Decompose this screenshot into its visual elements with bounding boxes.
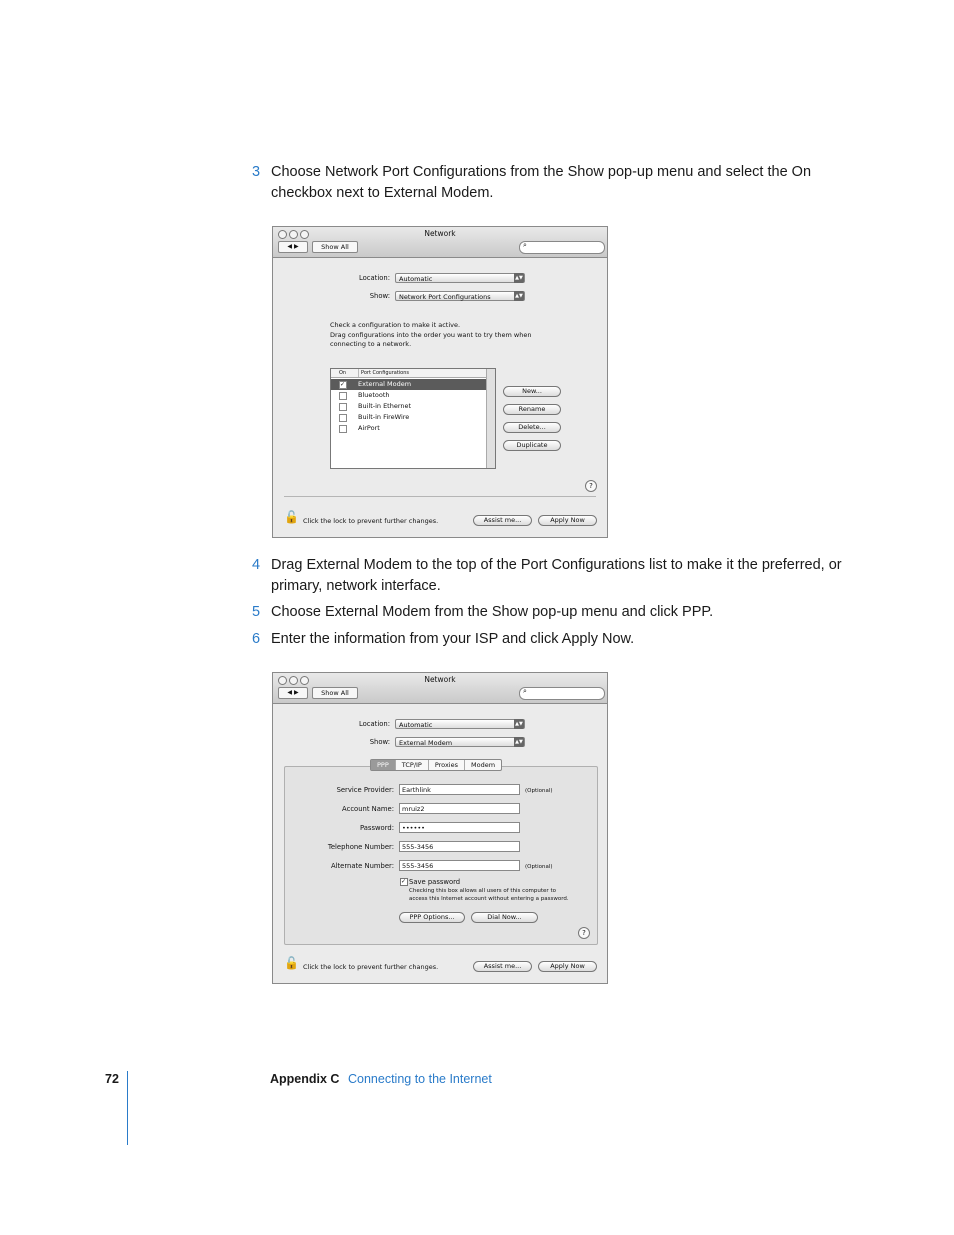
help-button[interactable]: ? xyxy=(585,480,597,492)
list-item[interactable] xyxy=(331,412,486,423)
show-all-button[interactable]: Show All xyxy=(312,241,358,253)
list-scrollbar[interactable] xyxy=(486,369,495,468)
show-all-button[interactable]: Show All xyxy=(312,687,358,699)
location-popup[interactable] xyxy=(395,273,525,283)
assist-me-button[interactable]: Assist me... xyxy=(473,961,532,972)
list-item[interactable] xyxy=(331,390,486,401)
account-name-label: Account Name: xyxy=(342,805,394,813)
location-label: Location: xyxy=(358,720,390,728)
note-line: connecting to a network. xyxy=(330,340,412,349)
search-input[interactable] xyxy=(519,241,605,254)
show-value: External Modem xyxy=(399,739,453,747)
location-value: Automatic xyxy=(399,721,433,729)
footer-divider xyxy=(127,1071,128,1145)
on-checkbox[interactable] xyxy=(339,392,347,400)
step-text: Enter the information from your ISP and click Apply Now. xyxy=(271,631,635,647)
on-checkbox[interactable]: ✓ xyxy=(340,381,346,388)
appendix-label: Appendix C xyxy=(270,1072,340,1086)
page-number: 72 xyxy=(105,1072,119,1086)
note-line: access this Internet account without entering a password. xyxy=(409,895,569,902)
port-configurations-list[interactable] xyxy=(330,368,496,469)
step-number: 6 xyxy=(252,631,261,647)
lock-icon[interactable]: 🔓 xyxy=(284,956,299,970)
location-value: Automatic xyxy=(399,275,433,283)
tab-ppp[interactable]: PPP xyxy=(371,760,395,770)
step-3 xyxy=(252,162,842,204)
search-icon: ⌕ xyxy=(523,241,527,249)
port-name: Built-in Ethernet xyxy=(358,402,412,410)
dial-now-button[interactable]: Dial Now... xyxy=(471,912,538,923)
step-4 xyxy=(252,555,842,597)
lock-text: Click the lock to prevent further changes. xyxy=(303,517,439,525)
port-name: Built-in FireWire xyxy=(358,413,410,421)
back-forward-button[interactable]: ◀ ▶ xyxy=(278,241,308,253)
apply-now-button[interactable]: Apply Now xyxy=(538,961,597,972)
tab-proxies[interactable]: Proxies xyxy=(428,760,464,770)
network-window-port-configurations xyxy=(272,226,608,538)
show-label: Show: xyxy=(369,738,390,746)
telephone-number-label: Telephone Number: xyxy=(327,843,394,851)
port-name: Bluetooth xyxy=(358,391,390,399)
service-provider-label: Service Provider: xyxy=(336,786,394,794)
list-header xyxy=(331,369,486,378)
location-label: Location: xyxy=(358,274,390,282)
tab-tcpip[interactable]: TCP/IP xyxy=(395,760,428,770)
show-label: Show: xyxy=(369,292,390,300)
show-popup[interactable] xyxy=(395,737,525,747)
note-line: Checking this box allows all users of this computer to xyxy=(409,888,556,894)
password-label: Password: xyxy=(359,824,394,832)
tab-bar xyxy=(370,759,502,771)
step-number: 5 xyxy=(252,604,261,620)
service-provider-field[interactable]: Earthlink xyxy=(399,784,520,795)
alternate-number-label: Alternate Number: xyxy=(330,862,394,870)
list-item[interactable] xyxy=(331,379,486,390)
step-number: 3 xyxy=(252,164,261,180)
ppp-options-button[interactable]: PPP Options... xyxy=(399,912,465,923)
password-field[interactable]: •••••• xyxy=(399,822,520,833)
optional-label: (Optional) xyxy=(525,788,553,794)
list-item[interactable] xyxy=(331,423,486,434)
lock-text: Click the lock to prevent further changes. xyxy=(303,963,439,971)
step-text: Choose External Modem from the Show pop-up menu and click PPP. xyxy=(271,604,714,620)
port-name: External Modem xyxy=(358,380,412,388)
save-password-checkbox[interactable]: ✓ xyxy=(401,878,407,885)
step-text: Drag External Modem to the top of the Port Configurations list to make it the preferred, or primary, network interface. xyxy=(271,557,842,594)
list-item[interactable] xyxy=(331,401,486,412)
network-window-ppp xyxy=(272,672,608,984)
title-bar xyxy=(273,673,607,704)
back-forward-button[interactable]: ◀ ▶ xyxy=(278,687,308,699)
rename-button[interactable]: Rename xyxy=(503,404,561,415)
tab-modem[interactable]: Modem xyxy=(464,760,501,770)
show-value: Network Port Configurations xyxy=(399,293,491,301)
apply-now-button[interactable]: Apply Now xyxy=(538,515,597,526)
help-button[interactable]: ? xyxy=(578,927,590,939)
divider xyxy=(284,496,596,497)
search-icon: ⌕ xyxy=(523,687,527,695)
column-port-configurations[interactable]: Port Configurations xyxy=(358,369,409,377)
search-input[interactable] xyxy=(519,687,605,700)
column-on[interactable]: On xyxy=(339,370,347,376)
title-bar xyxy=(273,227,607,258)
step-text: Choose Network Port Configurations from the Show pop-up menu and select the On checkbox next to External Modem. xyxy=(271,164,812,201)
save-password-note xyxy=(409,888,599,903)
optional-label: (Optional) xyxy=(525,864,553,870)
lock-icon[interactable]: 🔓 xyxy=(284,510,299,524)
save-password-label: Save password xyxy=(409,878,461,886)
new-button[interactable]: New... xyxy=(503,386,561,397)
step-number: 4 xyxy=(252,557,261,573)
chevron-updown-icon: ▲▼ xyxy=(515,721,523,727)
note-line: Drag configurations into the order you want to try them when xyxy=(330,330,532,339)
step-6 xyxy=(252,629,842,650)
window-title: Network xyxy=(424,675,456,684)
chevron-updown-icon: ▲▼ xyxy=(515,739,523,745)
port-name: AirPort xyxy=(358,424,380,432)
step-5 xyxy=(252,602,842,623)
chevron-updown-icon: ▲▼ xyxy=(515,293,523,299)
on-checkbox[interactable] xyxy=(339,414,347,422)
on-checkbox[interactable] xyxy=(339,403,347,411)
window-title: Network xyxy=(424,229,456,238)
note-line: Check a configuration to make it active. xyxy=(330,321,461,329)
on-checkbox[interactable] xyxy=(339,425,347,433)
location-popup[interactable] xyxy=(395,719,525,729)
alternate-number-field[interactable]: 555-3456 xyxy=(399,860,520,871)
chevron-updown-icon: ▲▼ xyxy=(515,275,523,281)
account-name-field[interactable]: mruiz2 xyxy=(399,803,520,814)
show-popup[interactable] xyxy=(395,291,525,301)
instructions-note xyxy=(330,321,570,350)
duplicate-button[interactable]: Duplicate xyxy=(503,440,561,451)
delete-button[interactable]: Delete... xyxy=(503,422,561,433)
telephone-number-field[interactable]: 555-3456 xyxy=(399,841,520,852)
assist-me-button[interactable]: Assist me... xyxy=(473,515,532,526)
chapter-title: Connecting to the Internet xyxy=(348,1072,492,1086)
